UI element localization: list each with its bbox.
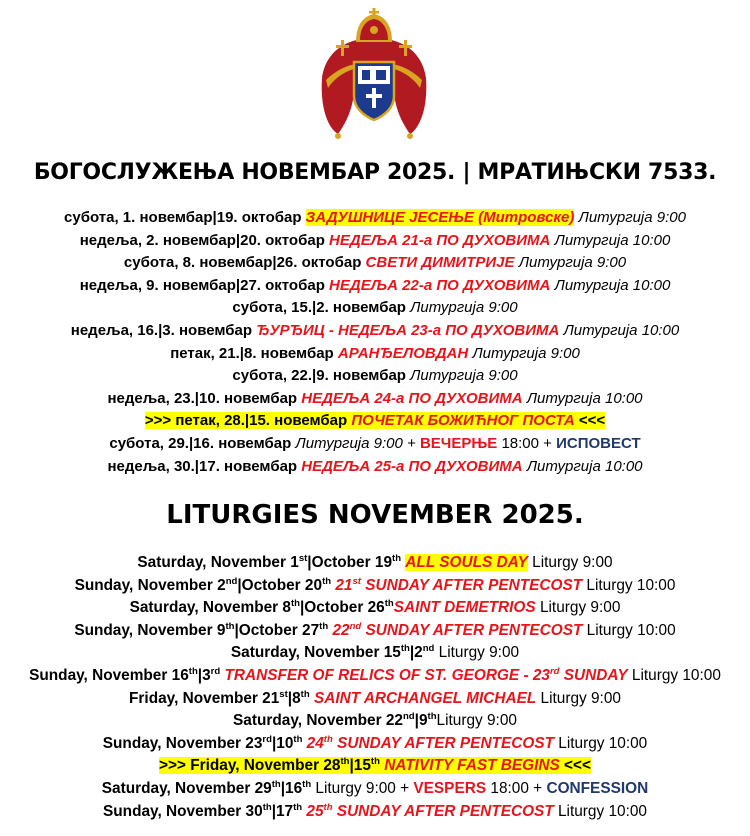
row-feast-tail: SUNDAY [559, 666, 628, 684]
row-service: Литургија 9:00 [410, 299, 518, 317]
schedule-row [0, 275, 750, 298]
row-date-old: |17 [271, 802, 294, 820]
row-date: субота, 1. новембар|19. октобар [64, 209, 306, 226]
row-feast: ALL SOULS DAY [405, 554, 528, 571]
row-service: Liturgy 9:00 + [315, 779, 414, 797]
row-date-old: |October 20 [237, 576, 323, 594]
row-date: Sunday, November 23 [102, 734, 263, 752]
schedule-row-fast [0, 410, 750, 433]
row-service: Литургија 10:00 [550, 231, 671, 249]
ordinal: th [384, 598, 394, 610]
row-date-old: |October 19 [307, 554, 393, 571]
schedule-row [0, 433, 750, 456]
ordinal: th [300, 688, 310, 700]
row-date: недеља, 2. новембар|20. октобар [79, 231, 330, 249]
schedule-row [0, 597, 750, 620]
row-date: субота, 29.|16. новембар [109, 434, 296, 452]
row-date-old: |2 [409, 644, 423, 662]
row-feast: ПОЧЕТАК БОЖИЋНОГ ПОСТА [351, 412, 575, 430]
row-feast: НЕДЕЉА 21-а ПО ДУХОВИМА [329, 231, 551, 249]
row-feast: TRANSFER OF RELICS OF ST. GEORGE - 23 [224, 666, 550, 684]
ordinal: rd [549, 665, 560, 677]
schedule-row [0, 552, 750, 575]
feast-number: 24 [306, 734, 324, 752]
row-service: Литургија 9:00 [468, 344, 580, 362]
row-date: Friday, November 28 [190, 757, 341, 775]
row-feast: SAINT ARCHANGEL MICHAEL [313, 689, 537, 707]
confession-label: CONFESSION [546, 779, 649, 797]
arrow-suffix: <<< [574, 412, 606, 430]
vespers-time: 18:00 + [486, 779, 547, 797]
schedule-row [0, 733, 750, 756]
arrow-prefix: >>> [144, 412, 176, 430]
row-feast: НЕДЕЉА 24-а ПО ДУХОВИМА [301, 389, 523, 407]
vespers-time: 18:00 + [497, 434, 557, 452]
row-service: Литургија 10:00 [522, 389, 643, 407]
ordinal: th [302, 778, 312, 790]
schedule-row-fast [0, 755, 750, 778]
row-service: Liturgy 10:00 [627, 666, 721, 684]
row-feast: ЗАДУШНИЦЕ ЈЕСЕЊЕ (Митровске) [305, 209, 575, 226]
ordinal: st [298, 552, 308, 564]
ordinal: th [340, 756, 350, 768]
ordinal: th [262, 801, 272, 813]
ordinal: th [370, 756, 380, 768]
arrow-suffix: <<< [559, 757, 592, 775]
row-date-old: |3 [197, 666, 211, 684]
row-date: Friday, November 21 [129, 689, 280, 707]
row-date: недеља, 30.|17. новембар [107, 457, 302, 475]
schedule-row [0, 320, 750, 343]
row-service: Liturgy 9:00 [527, 554, 613, 571]
row-date-old: |October 27 [234, 621, 320, 639]
page-title-serbian: БОГОСЛУЖЕЊА НОВЕМБАР 2025. | МРАТИЊСКИ 7533. [33, 160, 717, 185]
row-date: Sunday, November 2 [74, 576, 226, 594]
row-date: Sunday, November 16 [29, 666, 189, 684]
ordinal: th [322, 575, 332, 587]
row-date: петак, 21.|8. новембар [170, 344, 338, 362]
row-feast: НЕДЕЉА 22-а ПО ДУХОВИМА [329, 276, 551, 294]
row-date-old: |8 [287, 689, 301, 707]
row-date-old: |9 [414, 712, 428, 730]
feast-number: 25 [306, 802, 324, 820]
row-feast: SUNDAY AFTER PENTECOST [360, 576, 583, 594]
ordinal: st [279, 688, 288, 700]
row-date: недеља, 16.|3. новембар [70, 321, 257, 339]
row-service: Liturgy 9:00 [438, 644, 520, 662]
row-service: Liturgy 9:00 [436, 712, 517, 730]
schedule-row [0, 620, 750, 643]
ordinal: nd [349, 620, 362, 632]
row-feast: SAINT DEMETRIOS [393, 599, 536, 617]
schedule-row [0, 365, 750, 388]
schedule-serbian [0, 207, 750, 478]
row-feast: SUNDAY AFTER PENTECOST [332, 802, 554, 820]
arrow-prefix: >>> [158, 757, 191, 775]
row-feast: SUNDAY AFTER PENTECOST [361, 621, 583, 639]
row-feast: АРАНЂЕЛОВДАН [337, 344, 469, 362]
schedule-row [0, 688, 750, 711]
row-date: Saturday, November 15 [230, 644, 401, 662]
row-service: Литургија 9:00 [574, 209, 686, 226]
row-service: Литургија 9:00 + [295, 434, 420, 452]
schedule-row [0, 207, 750, 230]
schedule-row [0, 665, 750, 688]
ordinal: th [392, 552, 402, 564]
schedule-row [0, 343, 750, 366]
row-date: Saturday, November 29 [101, 779, 272, 797]
row-date-old: |October 26 [300, 599, 385, 617]
row-service: Литургија 10:00 [559, 321, 680, 339]
schedule-row [0, 710, 750, 733]
ordinal: nd [402, 711, 415, 723]
row-feast: ЂУРЂИЦ - НЕДЕЉА 23-а ПО ДУХОВИМА [256, 321, 560, 339]
fast-highlight [145, 412, 605, 429]
row-service: Liturgy 10:00 [553, 802, 647, 820]
row-date: субота, 8. новембар|26. октобар [123, 254, 366, 272]
ordinal: th [188, 665, 198, 677]
ordinal: st [352, 575, 361, 587]
schedule-row [0, 297, 750, 320]
ordinal: nd [225, 575, 238, 587]
feast-number: 22 [332, 621, 350, 639]
row-service: Литургија 10:00 [522, 457, 643, 475]
fast-highlight [159, 757, 591, 774]
row-date: Sunday, November 9 [74, 621, 226, 639]
row-service: Liturgy 9:00 [535, 599, 621, 617]
ordinal: th [293, 733, 303, 745]
row-date: субота, 15.|2. новембар [232, 299, 411, 317]
ordinal: th [427, 711, 437, 723]
page-title-english: LITURGIES NOVEMBER 2025. [166, 500, 584, 530]
church-coat-of-arms-icon [318, 8, 430, 142]
ordinal: th [400, 643, 410, 655]
row-service: Liturgy 10:00 [582, 576, 676, 594]
row-feast: СВЕТИ ДИМИТРИЈЕ [365, 254, 515, 272]
row-date: недеља, 9. новембар|27. октобар [79, 276, 330, 294]
row-feast: НЕДЕЉА 25-а ПО ДУХОВИМА [301, 457, 523, 475]
schedule-row [0, 801, 750, 824]
row-date-old: |10 [271, 734, 294, 752]
schedule-row [0, 388, 750, 411]
row-date-old: |15 [349, 757, 371, 775]
schedule-row [0, 230, 750, 253]
row-date: субота, 22.|9. новембар [232, 367, 411, 385]
row-date: петак, 28.|15. новембар [175, 412, 352, 430]
row-service: Liturgy 10:00 [582, 621, 676, 639]
schedule-row [0, 642, 750, 665]
ordinal: rd [210, 665, 221, 677]
ordinal: th [271, 778, 281, 790]
row-service: Liturgy 10:00 [553, 734, 648, 752]
ordinal: th [323, 733, 333, 745]
ordinal: th [225, 620, 235, 632]
row-date: Saturday, November 8 [129, 599, 291, 617]
ordinal: th [291, 598, 300, 610]
row-feast: NATIVITY FAST BEGINS [384, 757, 560, 775]
row-service: Литургија 9:00 [514, 254, 627, 272]
row-date: Sunday, November 30 [103, 802, 263, 820]
row-service: Liturgy 9:00 [536, 689, 621, 707]
ordinal: th [319, 620, 329, 632]
schedule-row [0, 252, 750, 275]
row-feast: SUNDAY AFTER PENTECOST [332, 734, 554, 752]
feast-number: 21 [335, 576, 353, 594]
ordinal: th [323, 801, 333, 813]
row-service: Литургија 9:00 [410, 367, 518, 385]
row-date: Saturday, November 1 [137, 554, 299, 571]
schedule-row [0, 456, 750, 479]
vespers-label: ВЕЧЕРЊЕ [419, 434, 498, 452]
row-date-old: |16 [280, 779, 303, 797]
schedule-row [0, 778, 750, 801]
confession-label: ИСПОВЕСТ [556, 434, 641, 452]
ordinal: rd [262, 733, 272, 745]
row-date: недеља, 23.|10. новембар [107, 389, 302, 407]
ordinal: nd [422, 643, 435, 655]
schedule-row [0, 575, 750, 598]
schedule-english [0, 552, 750, 823]
row-service: Литургија 10:00 [550, 276, 671, 294]
ordinal: th [293, 801, 303, 813]
vespers-label: VESPERS [413, 779, 487, 797]
row-date: Saturday, November 22 [233, 712, 403, 730]
